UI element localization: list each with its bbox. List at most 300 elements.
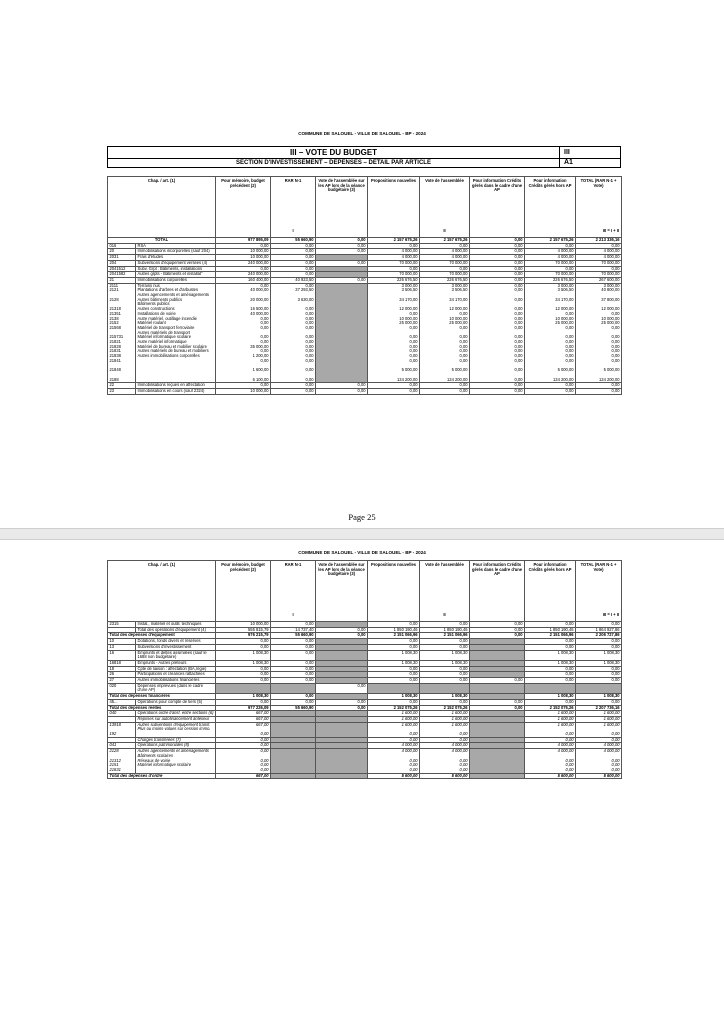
cell-value: 976 215,79 (216, 633, 271, 639)
cell-value: 0,00 (470, 678, 525, 684)
cell-value: 0,00 (470, 633, 525, 639)
col-info-cadre (470, 561, 525, 622)
cell-value: 10 000,00 (216, 249, 271, 255)
cell-value: 4 000,00 (576, 249, 622, 255)
chapter-code: 020 (108, 683, 136, 693)
cell-value: 5 600,00 (420, 773, 470, 779)
cell-value: 0,00 (525, 644, 576, 650)
cell-value: 160 400,00 (216, 277, 271, 283)
cell-value (271, 683, 316, 693)
cell-value: 2 207 736,16 (576, 705, 622, 711)
col-vote-ap (316, 177, 368, 238)
chapter-code: 2111 2121 2128 21318 21351 2138 2152 21568 215731 21821 21828 21831 21838 21841 21848 2188 (108, 283, 136, 383)
cell-value (316, 722, 368, 737)
col-propositions (368, 177, 420, 238)
cell-value: 1 600,00 (576, 716, 622, 722)
cell-value: 2 157 675,26 (420, 238, 470, 244)
cell-value: 2 157 675,26 (368, 238, 420, 244)
table-row (108, 749, 622, 774)
cell-value: 0,00 (368, 678, 420, 684)
cell-value: 70 000,00 (576, 272, 622, 278)
cell-value: 0,00 (576, 678, 622, 684)
chapter-label: Reprises sur autofinancement antérieur (136, 716, 216, 722)
cell-value: 0,00 (470, 260, 525, 266)
col-vote-sub: II (443, 612, 446, 618)
cell-value: 10 000,00 (216, 389, 271, 395)
cell-value: 0,00 (216, 644, 271, 650)
cell-value: 555 815,79 (216, 627, 271, 633)
cell-value: 0,00 (470, 249, 525, 255)
cell-value: 0,00 (316, 249, 368, 255)
cell-value: 2 152 075,26 (525, 705, 576, 711)
cell-value: 0,00 (271, 644, 316, 650)
chapter-code: 2031 (108, 255, 136, 261)
chapter-code: 16 (108, 650, 136, 660)
col-vote-ap (316, 561, 368, 622)
cell-value: 1 850 190,46 (525, 627, 576, 633)
chapter-code: 2041512 (108, 266, 136, 272)
cell-value: 4 000,00 (576, 743, 622, 749)
cell-value: 4 000,00 0,00 0,00 0,00 (368, 749, 420, 774)
cell-value: 0,00 (470, 272, 525, 278)
table-row (108, 389, 622, 395)
cell-value: 2 152 075,26 (420, 705, 470, 711)
cell-value: 226 676,50 (525, 277, 576, 283)
chapter-code: 204 (108, 260, 136, 266)
cell-value: 0,00 (525, 699, 576, 705)
chapter-code: 10 (108, 639, 136, 645)
col-vote-sub: II (443, 228, 446, 234)
cell-value: 0,00 (271, 660, 316, 666)
cell-value: 0,00 (576, 639, 622, 645)
cell-value: 4 000,00 0,00 0,00 0,00 (420, 749, 470, 774)
cell-value (316, 283, 368, 383)
cell-value: 0,00 (576, 622, 622, 628)
cell-value: 0,00 (420, 639, 470, 645)
cell-value: 4 000,00 (368, 255, 420, 261)
cell-value: 14 737,40 (271, 627, 316, 633)
cell-value: 4 000,00 (368, 249, 420, 255)
chapter-label: Dépenses imprévues (dans le cadre d'une AP) (136, 683, 216, 693)
cell-value: 70 000,00 (420, 260, 470, 266)
cell-value: 0,00 (271, 678, 316, 684)
cell-value (420, 683, 470, 693)
cell-value: 1 008,30 (216, 694, 271, 700)
cell-value (470, 722, 525, 737)
cell-value: 2 151 066,96 (368, 633, 420, 639)
cell-value: 4 000,00 0,00 0,00 0,00 (525, 749, 576, 774)
cell-value: 0,00 (316, 277, 368, 283)
chapter-code: 20 (108, 249, 136, 255)
cell-value: 0,00 (420, 243, 470, 249)
chapter-label: Emprunts - Autres prêteurs (136, 660, 216, 666)
cell-value: 1 600,00 0,00 (368, 722, 420, 737)
chapter-label: Immobilisations en cours (sauf 2324) (136, 389, 216, 395)
header-row (108, 177, 622, 238)
cell-value: 0,00 (420, 672, 470, 678)
col-rar-sub: I (292, 228, 294, 234)
cell-value: 70 000,00 (368, 272, 420, 278)
cell-value: 1 008,30 (525, 694, 576, 700)
cell-value: 0,00 (216, 639, 271, 645)
cell-value: 1 008,30 (368, 694, 420, 700)
cell-value: 0,00 (216, 383, 271, 389)
cell-value: 10 000,00 (216, 622, 271, 628)
cell-value: 0,00 (368, 639, 420, 645)
budget-table-1 (107, 176, 622, 395)
cell-value: 4 000,00 0,00 0,00 0,00 (576, 749, 622, 774)
cell-value (470, 749, 525, 774)
cell-value: 0,00 (368, 622, 420, 628)
cell-value: 0,00 (576, 243, 622, 249)
cell-value: 0,00 (271, 622, 316, 628)
cell-value: 0,00 (316, 683, 368, 693)
cell-value: 0,00 (525, 389, 576, 395)
cell-value: 0,00 (576, 672, 622, 678)
cell-value: 0,00 (420, 622, 470, 628)
cell-value: 10 000,00 (216, 255, 271, 261)
table-row (108, 773, 622, 779)
subtotal-label: Total des dépenses d'équipement (108, 633, 216, 639)
cell-value: 0,00 (470, 627, 525, 633)
col-vote-ap-label: Vote de l'assemblée sur les AP lors de la séance budgétaire (3) (318, 178, 365, 193)
cell-value (525, 683, 576, 693)
col-pour-memoire (216, 177, 271, 238)
cell-value: 2 151 066,96 (525, 633, 576, 639)
cell-value: 0,00 (368, 672, 420, 678)
cell-value: 240 000,00 (216, 272, 271, 278)
cell-value: 0,00 (420, 266, 470, 272)
cell-value: 1 600,00 0,00 (525, 722, 576, 737)
cell-value: 1 008,30 (576, 660, 622, 666)
cell-value: 0,00 (316, 243, 368, 249)
chapter-label: Participations et créances rattachées (136, 672, 216, 678)
cell-value: 0,00 (576, 383, 622, 389)
chapter-label: Terrains nus Plantations d'arbres et d'arbustes Autres agencements et aménagements Autres bâtiments publics Bâtiments publics Autres constructions Installations de voirie Autre matériel, outillage incendie Matériel roulant Matériel de transport ferroviaire Autres matériels de transport Matériel informatique scolaire Autre matériel informatique Matériel de bureau et mobilier scolaire Autres matériels de bureau et mobiliers Autres immobilisations corporelles (136, 283, 216, 383)
title-code-2: A1 (564, 159, 573, 166)
cell-value: 1 600,00 (576, 711, 622, 717)
cell-value: 55 660,90 (271, 238, 316, 244)
chapter-label: Autres immobilisations financières (136, 678, 216, 684)
col-vote-ap-label: Vote de l'assemblée sur les AP lors de la séance budgétaire (3) (318, 562, 365, 577)
cell-value: 0,00 (525, 266, 576, 272)
cell-value: 0,00 (525, 672, 576, 678)
cell-value: 0,00 (470, 277, 525, 283)
col-info-cadre-label: Pour information Crédits gérés dans le cadre d'une AP (471, 178, 523, 193)
cell-value: 0,00 (271, 699, 316, 705)
cell-value: 4 000,00 (525, 255, 576, 261)
cell-value: 3 000,00 3 506,50 34 170,00 12 000,00 0,00 10 000,00 25 000,00 0,00 0,00 0,00 0,00 0,00 0,00 0,00 5 000,00 134 200,00 (368, 283, 420, 383)
cell-value: 0,00 (470, 266, 525, 272)
chapter-code: 45... (108, 699, 136, 705)
cell-value: 4 000,00 (576, 255, 622, 261)
cell-value: 226 676,50 (420, 277, 470, 283)
col-rar-label: RAR N-1 (284, 562, 302, 567)
chapter-label: Opérations pour compte de tiers (5) (136, 699, 216, 705)
cell-value: 226 676,50 (368, 277, 420, 283)
cell-value: 0,00 (576, 389, 622, 395)
cell-value: 0,00 (420, 678, 470, 684)
cell-value (216, 683, 271, 693)
cell-value: 0,00 (470, 255, 525, 261)
cell-value: 0,00 (368, 699, 420, 705)
chapter-label: Charges transférées (7) (136, 737, 216, 743)
cell-value: 667,00 (216, 773, 271, 779)
chapter-label: Autres agencements et aménagements Bâtiments scolaires Réseaux de voirie Matériel informatique scolaire (136, 749, 216, 774)
cell-value: 0,00 (368, 644, 420, 650)
chapter-code: 13918 192 (108, 722, 136, 737)
cell-value: 0,00 (216, 737, 271, 743)
cell-value: 55 660,90 (271, 705, 316, 711)
cell-value: 977 895,09 (216, 238, 271, 244)
title-code-1: III (564, 149, 570, 156)
cell-value: 2 152 075,26 (368, 705, 420, 711)
col-total-sub: III = I + II (602, 228, 620, 234)
cell-value: 0,00 (470, 389, 525, 395)
cell-value (316, 773, 368, 779)
cell-value: 667,00 (216, 716, 271, 722)
chapter-code: 23 (108, 389, 136, 395)
cell-value (470, 683, 525, 693)
col-total-label: TOTAL (RAR N-1 + Vote) (580, 562, 617, 572)
cell-value: 0,00 (316, 238, 368, 244)
cell-value: 1 600,00 0,00 (576, 722, 622, 737)
cell-value: 1 008,30 (420, 650, 470, 660)
page-header: COMMUNE DE SALOUEL - VILLE DE SALOUEL - BP - 2024 (298, 131, 426, 136)
chapter-code: 041 (108, 743, 136, 749)
cell-value: 0,00 (368, 737, 420, 743)
cell-value: 0,00 (271, 672, 316, 678)
cell-value: 4 000,00 (368, 743, 420, 749)
cell-value: 1 008,30 (525, 660, 576, 666)
col-propositions-label: Propositions nouvelles (370, 178, 417, 183)
cell-value: 0,00 (470, 383, 525, 389)
cell-value: 0,00 (216, 243, 271, 249)
chapter-code: 22 (108, 383, 136, 389)
chapter-label: Total des opérations d'équipement (4) (136, 627, 216, 633)
cell-value: 1 008,30 (576, 694, 622, 700)
cell-value: 267 600,00 (576, 277, 622, 283)
chapter-label: Immobilisations corporelles (136, 277, 216, 283)
cell-value: 0,00 (525, 737, 576, 743)
cell-value: 3 000,00 40 800,00 37 800,00 12 000,00 0,00 10 000,00 25 000,00 0,00 0,00 0,00 0,00 0,00 0,00 0,00 5 000,00 134 200,00 (576, 283, 622, 383)
cell-value: 70 000,00 (576, 260, 622, 266)
cell-value: 0,00 (316, 260, 368, 266)
cell-value: 2 206 727,86 (576, 633, 622, 639)
cell-value: 70 000,00 (525, 260, 576, 266)
chapter-label: Emprunts et dettes assimilées (sauf le 1688 non budgétaire) (136, 650, 216, 660)
cell-value: 0,00 (271, 389, 316, 395)
col-rar (271, 177, 316, 238)
col-propositions-label: Propositions nouvelles (370, 562, 417, 567)
subtotal-label: Total des dépenses d'ordre (108, 773, 216, 779)
cell-value: 0,00 (368, 383, 420, 389)
col-total (576, 561, 622, 622)
cell-value: 667,00 (216, 711, 271, 717)
cell-value: 2 151 066,96 (420, 633, 470, 639)
cell-value: 0,00 (271, 666, 316, 672)
col-chap: Chap. / art. (1) (108, 177, 216, 238)
cell-value: 0,00 (271, 249, 316, 255)
cell-value: 0,00 (271, 266, 316, 272)
chapter-label: Subventions d'investissement (136, 644, 216, 650)
cell-value: 1 850 190,46 (368, 627, 420, 633)
col-chap: Chap. / art. (1) (108, 561, 216, 622)
cell-value (271, 749, 316, 774)
cell-value: 0,00 (576, 699, 622, 705)
chapter-label: Immobilisations reçues en affectation (136, 383, 216, 389)
cell-value: 0,00 (576, 266, 622, 272)
cell-value: 0,00 (316, 633, 368, 639)
col-pour-memoire-label: Pour mémoire, budget précédent (2) (221, 178, 265, 188)
chapter-label: Instal., matériel et outill. techniques (136, 622, 216, 628)
cell-value: 0,00 (368, 266, 420, 272)
col-info-hors (525, 177, 576, 238)
cell-value: 0,00 (316, 389, 368, 395)
col-info-hors (525, 561, 576, 622)
cell-value: 5 600,00 (368, 773, 420, 779)
cell-value: 0,00 (420, 666, 470, 672)
cell-value: 240 000,00 (216, 260, 271, 266)
cell-value: 0,00 37 293,50 3 630,00 0,00 0,00 0,00 0,00 0,00 0,00 0,00 0,00 0,00 0,00 0,00 0,00 0,00 (271, 283, 316, 383)
col-rar (271, 561, 316, 622)
cell-value (316, 650, 368, 660)
cell-value: 70 000,00 (368, 260, 420, 266)
cell-value: 2 157 675,26 (525, 238, 576, 244)
cell-value: 1 600,00 (525, 716, 576, 722)
cell-value: 0,00 (420, 699, 470, 705)
cell-value: 0,00 (525, 243, 576, 249)
cell-value (368, 683, 420, 693)
total-label: TOTAL (108, 238, 216, 244)
cell-value: 4 000,00 (420, 743, 470, 749)
cell-value: 0,00 (470, 705, 525, 711)
cell-value: 0,00 (420, 644, 470, 650)
cell-value: 1 008,30 (368, 650, 420, 660)
cell-value: 4 000,00 (420, 249, 470, 255)
cell-value (470, 650, 525, 660)
chapter-label: Immobilisations incorporelles (sauf 204) (136, 249, 216, 255)
cell-value: 0,00 (316, 699, 368, 705)
cell-value: 0,00 (368, 243, 420, 249)
cell-value: 0,00 (525, 678, 576, 684)
chapter-code: 016 (108, 243, 136, 249)
col-info-hors-label: Pour information Crédits gérés hors AP (528, 562, 572, 572)
cell-value: 4 000,00 (525, 249, 576, 255)
cell-value: 0,00 (271, 650, 316, 660)
page-header: COMMUNE DE SALOUEL - VILLE DE SALOUEL - BP - 2024 (298, 550, 426, 555)
col-propositions (368, 561, 420, 622)
col-rar-label: RAR N-1 (284, 178, 302, 183)
cell-value: 1 600,00 (420, 716, 470, 722)
cell-value: 0,00 (271, 639, 316, 645)
cell-value: 1 008,30 (420, 660, 470, 666)
col-vote (420, 561, 470, 622)
cell-value: 1 850 190,46 (420, 627, 470, 633)
cell-value: 0,00 (420, 737, 470, 743)
table-row (108, 283, 622, 383)
col-total-sub: III = I + II (602, 612, 620, 618)
cell-value: 1 864 927,86 (576, 627, 622, 633)
cell-value: 0,00 (470, 243, 525, 249)
chapter-label: Cpte de liaison : affectation (BA,régie) (136, 666, 216, 672)
cell-value: 0,00 (470, 238, 525, 244)
cell-value: 0,00 (216, 666, 271, 672)
cell-value: 4 000,00 (525, 743, 576, 749)
subtotal-label: Total des dépenses réelles (108, 705, 216, 711)
chapter-code: 2128 21312 2151 21831 (108, 749, 136, 774)
cell-value: 0,00 (368, 389, 420, 395)
col-info-cadre (470, 177, 525, 238)
cell-value: 0,00 0,00 0,00 0,00 (216, 749, 271, 774)
cell-value: 1 008,30 (525, 650, 576, 660)
cell-value: 1 600,00 (525, 711, 576, 717)
page-number: Page 25 (348, 512, 376, 522)
cell-value (470, 773, 525, 779)
chapter-code: 2041582 (108, 272, 136, 278)
cell-value: 0,00 (368, 666, 420, 672)
cell-value: 1 600,00 (420, 711, 470, 717)
chapter-code: 26 (108, 672, 136, 678)
cell-value: 977 226,09 (216, 705, 271, 711)
cell-value: 0,00 (216, 699, 271, 705)
chapter-code: 040 (108, 711, 136, 717)
cell-value: 70 000,00 (525, 272, 576, 278)
cell-value (316, 749, 368, 774)
chapter-label: Autres grpts - Bâtiments et installat° (136, 272, 216, 278)
cell-value: 70 000,00 (420, 272, 470, 278)
chapter-code: 27 (108, 678, 136, 684)
col-info-cadre-label: Pour information Crédits gérés dans le cadre d'une AP (471, 562, 523, 577)
cell-value: 40 923,50 (271, 277, 316, 283)
chapter-label: RSA (136, 243, 216, 249)
col-vote (420, 177, 470, 238)
cell-value: 0,00 (271, 260, 316, 266)
cell-value: 0,00 (316, 383, 368, 389)
cell-value: 1 008,30 (420, 694, 470, 700)
cell-value (271, 722, 316, 737)
cell-value: 3 000,00 3 506,50 34 170,00 12 000,00 0,00 10 000,00 25 000,00 0,00 0,00 0,00 0,00 0,00 0,00 0,00 5 000,00 134 200,00 (525, 283, 576, 383)
cell-value: 0,00 (216, 743, 271, 749)
cell-value: 0,00 (216, 672, 271, 678)
cell-value: 0,00 (576, 666, 622, 672)
col-vote-label: Vote de l'assemblée (425, 178, 464, 183)
chapter-label: Subventions d'équipement versées (4) (136, 260, 216, 266)
cell-value: 1 600,00 0,00 (420, 722, 470, 737)
col-total (576, 177, 622, 238)
chapter-label: Frais d'études (136, 255, 216, 261)
cell-value: 0,00 (216, 266, 271, 272)
header-row (108, 561, 622, 622)
cell-value: 0,00 (525, 383, 576, 389)
cell-value: 0,00 (316, 705, 368, 711)
col-pour-memoire (216, 561, 271, 622)
subtotal-label: Total des dépenses financières (108, 694, 216, 700)
cell-value: 0,00 (525, 639, 576, 645)
chapter-code: 21 (108, 277, 136, 283)
cell-value: 1 008,30 (576, 650, 622, 660)
page-2 (0, 528, 724, 1024)
cell-value: 0,00 (271, 383, 316, 389)
chapter-label: Dotations, fonds divers et réserves (136, 639, 216, 645)
cell-value: 2 213 336,16 (576, 238, 622, 244)
cell-value: 1 008,30 (216, 650, 271, 660)
table-row (108, 722, 622, 737)
cell-value: 0,00 (271, 243, 316, 249)
table-row (108, 683, 622, 693)
cell-value: 0,00 (271, 694, 316, 700)
col-info-hors-label: Pour information Crédits gérés hors AP (528, 178, 572, 188)
